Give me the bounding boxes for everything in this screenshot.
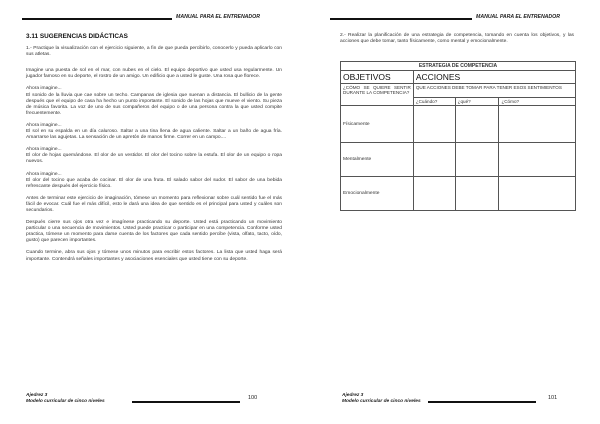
row-label-mental: Mentalmente — [341, 143, 414, 177]
header-title: MANUAL PARA EL ENTRENADOR — [476, 14, 560, 20]
objectives-header: OBJETIVOS — [341, 71, 414, 84]
table-cell — [499, 177, 576, 211]
table-cell — [413, 143, 455, 177]
paragraph: Antes de terminar este ejercicio de imaginación, tómese un momento para reflexionar sobre cuál sentido fue el más fácil de evocar. Cuál fue el más difícil, esto le dará una idea de que sentido es el principal para usted y cuáles son secundarios. — [26, 195, 282, 213]
footer-text — [342, 393, 421, 405]
subheader-when: ¿Cuándo? — [413, 98, 455, 106]
footer-rule — [428, 401, 536, 403]
page-number: 100 — [248, 395, 258, 401]
footer-line-1: Ajedrez 3 — [342, 393, 364, 398]
paragraph: Ahora imagine... — [26, 122, 62, 128]
paragraph: Ahora imagine... — [26, 147, 62, 153]
row-label-physical: Físicamente — [341, 106, 414, 143]
table-cell — [413, 106, 455, 143]
paragraph: Ahora imagine... — [26, 171, 62, 177]
paragraph: El sonido de la lluvia que cae sobre un techo. Campanas de iglesia que suenan a distancia. El bullicio de la gente después que el equipo de casa ha hecho un punto importante. El sonido de las hojas que mueve el viento. Su pieza de música favorita. La voz de uno de sus compañeros del equipo o de una persona contra la que usted compite frecuentemente. — [26, 92, 282, 116]
footer-line-2: Modelo curricular de cinco niveles — [342, 399, 421, 404]
header-title: MANUAL PARA EL ENTRENADOR — [176, 14, 260, 20]
paragraph: Cuando termine, abra sus ojos y tómese unos minutos para escribir estos factores. La lista que usted haga será importante. Contendrá señales importantes y asociaciones esenciales que usted tiene con su deporte. — [26, 250, 282, 262]
table-cell — [413, 177, 455, 211]
row-label-emotional: Emocionalmente — [341, 177, 414, 211]
paragraph: Imagine una puesta de sol en el mar, con nubes en el cielo. El equipo deportivo que usted usa regularmente. Un jugador famoso en su deporte, el rostro de un amigo. Un edificio que a usted le guste. Una rosa que florece. — [26, 68, 282, 80]
section-title: 3.11 SUGERENCIAS DIDÁCTICAS — [26, 33, 128, 40]
right-page — [300, 0, 600, 424]
question-feel: ¿CÓMO SE QUIERE SENTIR DURANTE LA COMPETENCIA? — [341, 84, 414, 106]
table-cell — [455, 106, 499, 143]
table-title: ESTRATEGIA DE COMPETENCIA — [341, 62, 576, 71]
footer-line-2: Modelo curricular de cinco niveles — [26, 399, 105, 404]
footer-text — [26, 393, 105, 405]
table-cell — [455, 177, 499, 211]
paragraph: El olor de hojas quemándose. El olor de un vestidor. El olor del tocino sobre la estufa. El olor de un equipo o ropa nuevos. — [26, 153, 282, 165]
left-body — [26, 34, 282, 269]
subheader-what: ¿qué? — [455, 98, 499, 106]
subheader-how: ¿Cómo? — [499, 98, 576, 106]
actions-header: ACCIONES — [413, 71, 575, 84]
strategy-table — [340, 61, 576, 211]
right-intro — [340, 33, 574, 51]
paragraph: Ahora imagine... — [26, 86, 62, 92]
table-cell — [455, 143, 499, 177]
paragraph: 1.- Practique la visualización con el ejercicio siguiente, a fin de que pueda percibirlo, conocerlo y pueda aplicarlo con sus atletas. — [26, 46, 282, 58]
table-cell — [499, 143, 576, 177]
header-rule — [330, 18, 472, 20]
footer-rule — [132, 401, 240, 403]
table-cell — [499, 106, 576, 143]
footer-line-1: Ajedrez 3 — [26, 393, 48, 398]
paragraph: 2.- Realizar la planificación de una estrategia de competencia, tomando en cuenta los objetivos, y las acciones que debe tomar, tanto físicamente, como mental y emocionalmente. — [340, 33, 574, 45]
paragraph: El olor del tocino que acaba de cocinar. El olor de una fruta. El salado sabor del sudor. El sabor de una bebida refrescante después del ejercicio físico. — [26, 177, 282, 189]
paragraph: Después cierre sus ojos otra vez e imagínese practicando su deporte. Usted está practicando un movimiento particular o una secuencia de movimientos. Usted puede practicar o participar en una competencia. Conforme usted practica, tómese un momento para darse cuenta de los factores que cada sentido percibe (vista, olfato, tacto, oído, gusto) que parecen importantes. — [26, 220, 282, 244]
question-actions: QUE ACCIONES DEBE TOMAR PARA TENER ESOS SENTIMIENTOS — [413, 84, 575, 98]
paragraph: El sol en su espalda en un día caluroso. Saltar a una tina llena de agua caliente. Saltar a un baño de agua fría. Amarrarse las agujetas. La sensación de un apretón de manos firme. Correr en un campo.... — [26, 129, 282, 141]
header-rule — [22, 18, 172, 20]
page-number: 101 — [548, 395, 558, 401]
